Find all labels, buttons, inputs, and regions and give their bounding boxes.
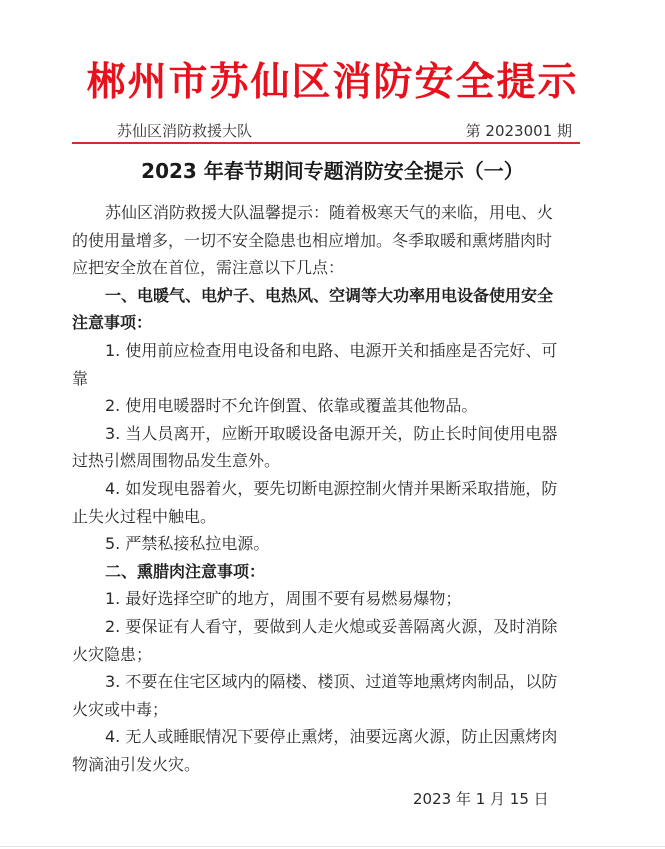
- list-item-cont: 靠: [72, 368, 89, 388]
- list-item: 4. 无人或睡眠情况下要停止熏烤，油要远离火源，防止因熏烤肉: [105, 727, 558, 747]
- issuer-name: 苏仙区消防救援大队: [117, 122, 253, 140]
- list-item: 3. 不要在住宅区域内的隔楼、楼顶、过道等地熏烤肉制品，以防: [105, 672, 558, 692]
- signature-date: 2023 年 1 月 15 日: [413, 790, 549, 808]
- bottom-divider: [0, 846, 665, 847]
- intro-line-3: 应把安全放在首位，需注意以下几点：: [72, 258, 345, 278]
- section-heading-1: 一、电暖气、电炉子、电热风、空调等大功率用电设备使用安全: [105, 285, 554, 305]
- document-body: [72, 199, 580, 778]
- list-item-cont: 火灾隐患；: [72, 644, 153, 664]
- issuer-row: [72, 120, 580, 142]
- red-divider: [72, 142, 580, 144]
- list-item-cont: 火灾或中毒；: [72, 699, 169, 719]
- list-item: 4. 如发现电器着火，要先切断电源控制火情并果断采取措施，防: [105, 478, 558, 498]
- main-title: 郴州市苏仙区消防安全提示: [86, 59, 579, 105]
- list-item: 2. 使用电暖器时不允许倒置、依靠或覆盖其他物品。: [105, 396, 478, 416]
- section-heading-1-cont: 注意事项：: [72, 313, 153, 333]
- section-heading-2: 二、熏腊肉注意事项：: [105, 561, 266, 581]
- list-item: 1. 最好选择空旷的地方，周围不要有易燃易爆物；: [105, 589, 462, 609]
- list-item-cont: 过热引燃周围物品发生意外。: [72, 451, 281, 471]
- issue-number: 第 2023001 期: [465, 122, 572, 140]
- list-item-cont: 止失火过程中触电。: [72, 506, 217, 526]
- intro-line-2: 的使用量增多，一切不安全隐患也相应增加。冬季取暖和熏烤腊肉时: [72, 230, 553, 250]
- list-item: 2. 要保证有人看守，要做到人走火熄或妥善隔离火源，及时消除: [105, 616, 558, 636]
- list-item-cont: 物滴油引发火灾。: [72, 754, 201, 774]
- list-item: 1. 使用前应检查用电设备和电路、电源开关和插座是否完好、可: [105, 340, 558, 360]
- intro-line-1: 苏仙区消防救援大队温馨提示：随着极寒天气的来临，用电、火: [105, 203, 554, 222]
- list-item: 5. 严禁私接私拉电源。: [105, 534, 270, 554]
- list-item: 3. 当人员离开，应断开取暖设备电源开关，防止长时间使用电器: [105, 423, 558, 443]
- document-subtitle: 2023 年春节期间专题消防安全提示（一）: [141, 159, 524, 183]
